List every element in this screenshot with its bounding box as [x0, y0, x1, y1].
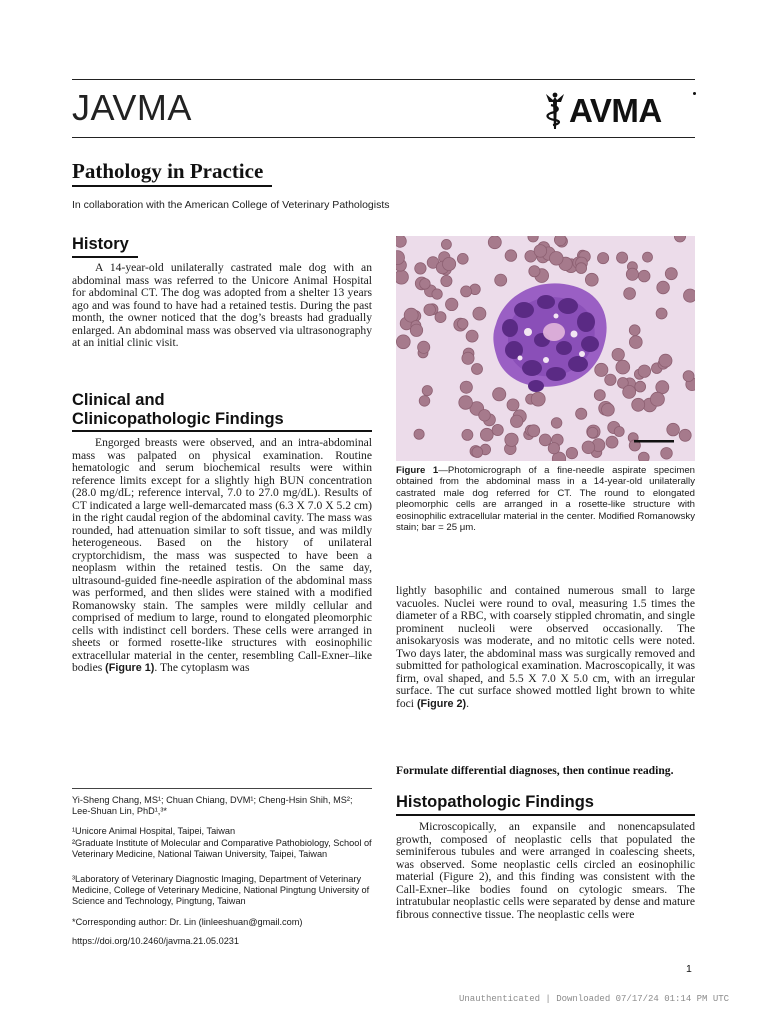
rbc	[667, 423, 680, 436]
affiliation-1: ¹Unicore Animal Hospital, Taipei, Taiwan	[72, 826, 236, 836]
rbc	[472, 447, 483, 458]
rbc	[466, 330, 478, 342]
clinical-text-continued	[396, 585, 695, 710]
figure-1-caption	[396, 465, 695, 533]
figure-2-reference[interactable]: (Figure 2)	[416, 697, 467, 710]
rbc	[585, 273, 598, 286]
avma-logo	[543, 90, 696, 132]
rbc	[661, 448, 673, 460]
rbc	[551, 418, 562, 429]
rbc	[511, 415, 523, 427]
rbc	[632, 398, 645, 411]
histo-text	[396, 821, 695, 921]
rbc	[457, 253, 468, 264]
rbc	[576, 408, 587, 419]
journal-name: JAVMA	[72, 87, 192, 128]
affiliation-rule	[72, 788, 372, 789]
header-rule	[72, 137, 695, 138]
rbc	[441, 239, 451, 249]
section-title-underline	[72, 185, 272, 187]
rbc	[643, 252, 653, 262]
rbc	[424, 304, 436, 316]
corresponding-author: *Corresponding author: Dr. Lin (linleeshuan@gmail.com)	[72, 917, 303, 927]
rbc	[528, 425, 540, 437]
logo-trademark-dot	[693, 92, 696, 95]
clinical-paragraph-continued: lightly basophilic and contained numerous small to large vacuoles. Nuclei were round to oval, measuring 1.5 times the diameter of a RBC, with coarsely stippled chromatin, and single prominent nucleoli were observed occasionally. The anisokaryosis was moderate, and no mitotic cells were noted. Two days later, the abdominal mass was surgically removed and submitted for pathological examination. Macroscopically, it was firm, oval shaped, and 5.5 X 7.0 X 5.0 cm, with an irregular surface. The cut surface showed mottled light brown to white foci (Figure 2).	[396, 584, 695, 710]
rbc	[396, 335, 410, 349]
clinical-heading-underline	[72, 430, 372, 432]
rbc	[629, 336, 642, 349]
clinical-heading	[72, 391, 372, 429]
figure-1-photomicrograph	[396, 236, 695, 461]
histo-heading-underline	[396, 814, 695, 816]
rbc	[505, 433, 518, 446]
clinical-text	[72, 437, 372, 675]
rbc	[479, 410, 491, 422]
rbc	[548, 443, 559, 454]
figure-1-caption-text: —Photomicrograph of a fine-needle aspirate specimen obtained from the abdominal mass in a 14-year-old unilaterally castrated male dog referred for CT. The round to elongated pleomorphic cells are arranged in a rosette-like structure with eosinophilic extracellular material in the center. Modified Romanowsky stain; bar = 25 μm.	[396, 465, 695, 534]
rbc	[638, 270, 650, 282]
scale-bar	[634, 440, 674, 443]
rbc	[626, 268, 638, 280]
rbc	[459, 396, 473, 410]
rbc	[529, 266, 540, 277]
rbc	[404, 308, 418, 322]
caduceus-icon	[543, 91, 567, 131]
rbc	[650, 392, 664, 406]
rbc	[480, 428, 493, 441]
rbc	[441, 275, 452, 286]
rbc	[396, 236, 406, 247]
rbc	[582, 441, 595, 454]
rbc	[617, 252, 628, 263]
rbc	[656, 308, 667, 319]
rbc	[598, 253, 609, 264]
rbc	[460, 381, 472, 393]
rbc	[595, 363, 608, 376]
rbc	[443, 257, 456, 270]
rbc	[432, 289, 442, 299]
differential-prompt: Formulate differential diagnoses, then continue reading.	[396, 764, 674, 777]
rbc	[418, 341, 430, 353]
download-watermark: Unauthenticated | Downloaded 07/17/24 01:14 PM UTC	[459, 994, 730, 1004]
collaboration-note: In collaboration with the American College of Veterinary Pathologists	[72, 199, 390, 211]
rbc	[531, 392, 545, 406]
rbc	[576, 263, 587, 274]
rbc	[624, 288, 636, 300]
rbc	[587, 427, 598, 438]
cytology-image	[396, 236, 695, 461]
section-title: Pathology in Practice	[72, 159, 264, 183]
rbc	[462, 429, 473, 440]
rbc	[638, 365, 650, 377]
rbc	[414, 429, 424, 439]
rbc	[665, 268, 677, 280]
rbc	[461, 286, 472, 297]
rbc	[422, 386, 432, 396]
clinical-paragraph: Engorged breasts were observed, and an intra-abdominal mass was palpated on physical examination. Routine hematologic and serum biochemical results were within reference limits except for a slightly high BUN concentration (28.0 mg/dL; reference interval, 7.0 to 27.0 mg/dL). Results of CT indicated a large well-demarcated mass (6.3 X 7.0 X 5.2 cm) in the right caudal region of the abdominal cavity. The mass was rounded, had attenuation similar to soft tissue, and was mildly heterogeneous. Based on the history of unilateral cryptorchidism, the mass was suspected to have been a neoplasm within the retained testis. On the same day, ultrasound-guided fine-needle aspiration of the abdominal mass was performed, and then slides were stained with a modified Romanowsky stain. The samples were mildly cellular and comprised of medium to large, round to elongated pleomorphic cells with indistinct cell borders. These cells were arranged in sheets or formed rosette-like structures with eosinophilic extracellular material in the center, resembling Call-Exner–like bodies (Figure 1). The cytoplasm was	[72, 436, 372, 674]
rbc	[683, 371, 694, 382]
figure-1-label: Figure 1	[396, 465, 439, 476]
rbc	[614, 427, 624, 437]
rbc	[659, 354, 672, 367]
rbc	[419, 396, 430, 407]
page-number: 1	[686, 963, 692, 975]
clinical-heading-line2: Clinicopathologic Findings	[72, 410, 284, 428]
rbc	[594, 390, 605, 401]
rbc	[396, 270, 408, 284]
rbc	[566, 447, 577, 458]
rbc	[488, 236, 501, 249]
history-heading: History	[72, 235, 129, 253]
rbc	[415, 263, 426, 274]
doi-link[interactable]: https://doi.org/10.2460/javma.21.05.0231	[72, 936, 240, 946]
histo-heading: Histopathologic Findings	[396, 793, 594, 811]
rbc	[554, 236, 566, 246]
rbc	[684, 289, 696, 302]
rbc	[472, 364, 483, 375]
rbc	[420, 279, 431, 290]
rbc	[495, 274, 507, 286]
rbc	[550, 252, 564, 266]
history-text	[72, 262, 372, 350]
history-heading-underline	[72, 256, 138, 258]
history-paragraph: A 14-year-old unilaterally castrated male dog with an abdominal mass was referred to the Unicore Animal Hospital for abdominal CT. The dog was adopted from a shelter 13 years ago and was found to have had a retained testis. During the past month, the owner noticed that the dog’s breasts had gradually enlarged. An abdominal mass was observed via ultrasonography at an initial clinic visit.	[72, 261, 372, 349]
rbc	[638, 452, 649, 461]
rbc	[462, 352, 474, 364]
rbc	[507, 399, 519, 411]
logo-text: AVMA	[569, 92, 662, 129]
rbc	[606, 436, 618, 448]
author-list: Yi-Sheng Chang, MS¹; Chuan Chiang, DVM¹; Cheng-Hsin Shih, MS²; Lee-Shuan Lin, PhD¹,³*	[72, 795, 353, 816]
clinical-heading-line1: Clinical and	[72, 391, 165, 409]
rbc	[602, 403, 615, 416]
rbc	[446, 298, 458, 310]
rbc	[457, 319, 468, 330]
rbc	[635, 381, 646, 392]
rbc	[410, 324, 422, 336]
rbc	[657, 281, 670, 294]
histo-paragraph: Microscopically, an expansile and nonencapsulated growth, composed of neoplastic cells that populated the seminiferous tubules and were arranged in coalescing sheets, was observed. Some neoplastic cells circled an eosinophilic material (Figure 2), and this finding was consistent with the Call-Exner–like bodies found on cytologic smears. The intratubular neoplastic cells were separated by dense and mature fibrous connective tissue. The neoplastic cells were	[396, 820, 695, 921]
rbc	[435, 312, 446, 323]
figure-1-reference[interactable]: (Figure 1)	[105, 662, 155, 674]
rbc	[534, 245, 547, 258]
rbc	[539, 434, 551, 446]
affiliation-3: ³Laboratory of Veterinary Diagnostic Imaging, Department of Veterinary Medicine, College of Veterinary Medicine, National Pingtung University of Science and Technology, Pingtung, Taiwan	[72, 874, 370, 906]
rbc	[623, 385, 636, 398]
rbc	[679, 429, 691, 441]
rbc	[492, 424, 503, 435]
rbc	[505, 250, 517, 262]
rbc	[605, 374, 616, 385]
rbc	[473, 307, 486, 320]
rbc	[616, 360, 630, 374]
rbc	[612, 348, 624, 360]
affiliation-2: ²Graduate Institute of Molecular and Comparative Pathobiology, School of Veterinary Medicine, National Taiwan University, Taipei, Taiwan	[72, 838, 372, 859]
rbc	[656, 381, 669, 394]
top-rule	[72, 79, 695, 80]
rbc	[493, 388, 506, 401]
rbc	[629, 325, 640, 336]
